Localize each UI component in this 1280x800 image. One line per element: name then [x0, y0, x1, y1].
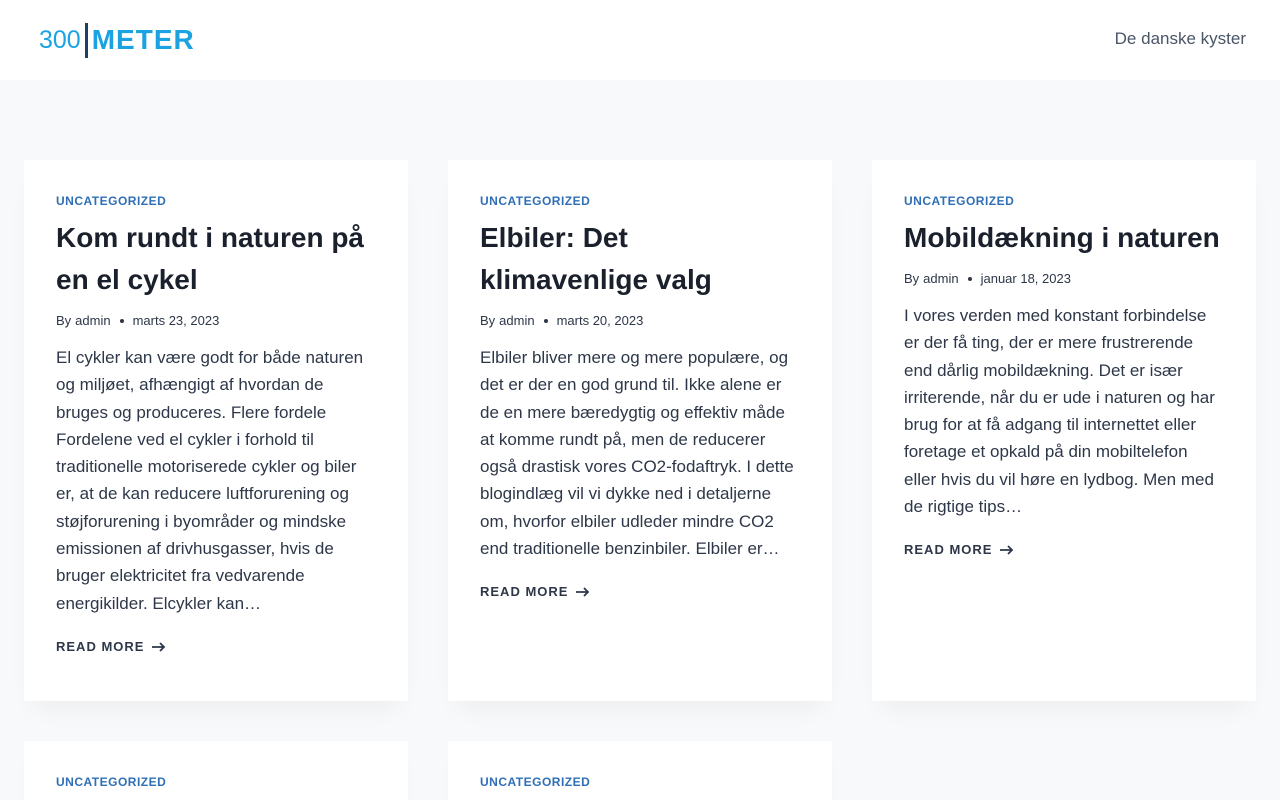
post-excerpt: Elbiler bliver mere og mere populære, og det er der en god grund til. Ikke alene er de en mere bæredygtig og effektiv måde at komme rundt på, men de reducerer også drastisk vores CO2-fodaftryk. I dette blogindlæg vil vi dykke ned i detaljerne om, hvorfor elbiler udleder mindre CO2 end traditionelle benzinbiler. Elbiler er… [480, 348, 794, 559]
post-category[interactable]: UNCATEGORIZED [480, 194, 591, 208]
read-more-link[interactable] [904, 542, 1224, 558]
read-more-label: READ MORE [480, 584, 569, 600]
by-label: By [480, 313, 496, 328]
post-title[interactable]: Elbiler: Det klimavenlige valg [480, 222, 712, 295]
post-author[interactable]: admin [499, 313, 535, 328]
arrow-right-icon [576, 584, 590, 600]
post-card [448, 160, 832, 701]
nav-link-danske-kyster[interactable]: De danske kyster [1114, 29, 1246, 48]
post-title[interactable]: Kom rundt i naturen på en el cykel [56, 222, 364, 295]
arrow-right-icon [1000, 542, 1014, 558]
post-date: januar 18, 2023 [980, 271, 1071, 286]
post-category[interactable]: UNCATEGORIZED [480, 775, 591, 789]
by-label: By [56, 313, 72, 328]
post-card [24, 160, 408, 701]
post-excerpt: I vores verden med konstant forbindelse er der få ting, der er mere frustrerende end dårlig mobildækning. Det er især irriterende, når du er ude i naturen og har brug for at få adgang til internettet eller foretage et opkald på din mobiltelefon eller hvis du vil høre en lydbog. Men med de rigtige tips… [904, 306, 1215, 517]
post-excerpt: El cykler kan være godt for både naturen og miljøet, afhængigt af hvordan de bruges og produceres. Flere fordele Fordelene ved el cykler i forhold til traditionelle motoriserede cykler og biler er, at de kan reducere luftforurening og støjforurening i byområder og mindske emissionen af drivhusgasser, hvis de bruger elektricitet fra vedvarende energikilder. Elcykler kan… [56, 348, 364, 613]
read-more-link[interactable] [480, 584, 800, 600]
site-logo[interactable] [39, 22, 195, 58]
post-card [24, 741, 408, 800]
post-meta [56, 312, 376, 330]
post-author[interactable]: admin [75, 313, 111, 328]
logo-number: 300 [39, 26, 81, 54]
by-label: By [904, 271, 920, 286]
post-category[interactable]: UNCATEGORIZED [56, 194, 167, 208]
site-header [0, 0, 1280, 80]
logo-divider [85, 23, 88, 58]
read-more-label: READ MORE [56, 638, 145, 654]
arrow-right-icon [152, 639, 166, 655]
post-meta [480, 312, 800, 330]
post-date: marts 20, 2023 [556, 313, 644, 328]
post-card [448, 741, 832, 800]
read-more-label: READ MORE [904, 542, 993, 558]
meta-separator [968, 277, 972, 281]
logo-word: METER [91, 24, 195, 55]
read-more-link[interactable] [56, 639, 376, 655]
post-meta [904, 270, 1224, 288]
meta-separator [544, 319, 548, 323]
post-category[interactable]: UNCATEGORIZED [56, 775, 167, 789]
post-card [872, 160, 1256, 701]
post-category[interactable]: UNCATEGORIZED [904, 194, 1015, 208]
post-author[interactable]: admin [923, 271, 959, 286]
meta-separator [120, 319, 124, 323]
post-title[interactable]: Mobildækning i naturen [904, 222, 1220, 253]
post-date: marts 23, 2023 [132, 313, 220, 328]
